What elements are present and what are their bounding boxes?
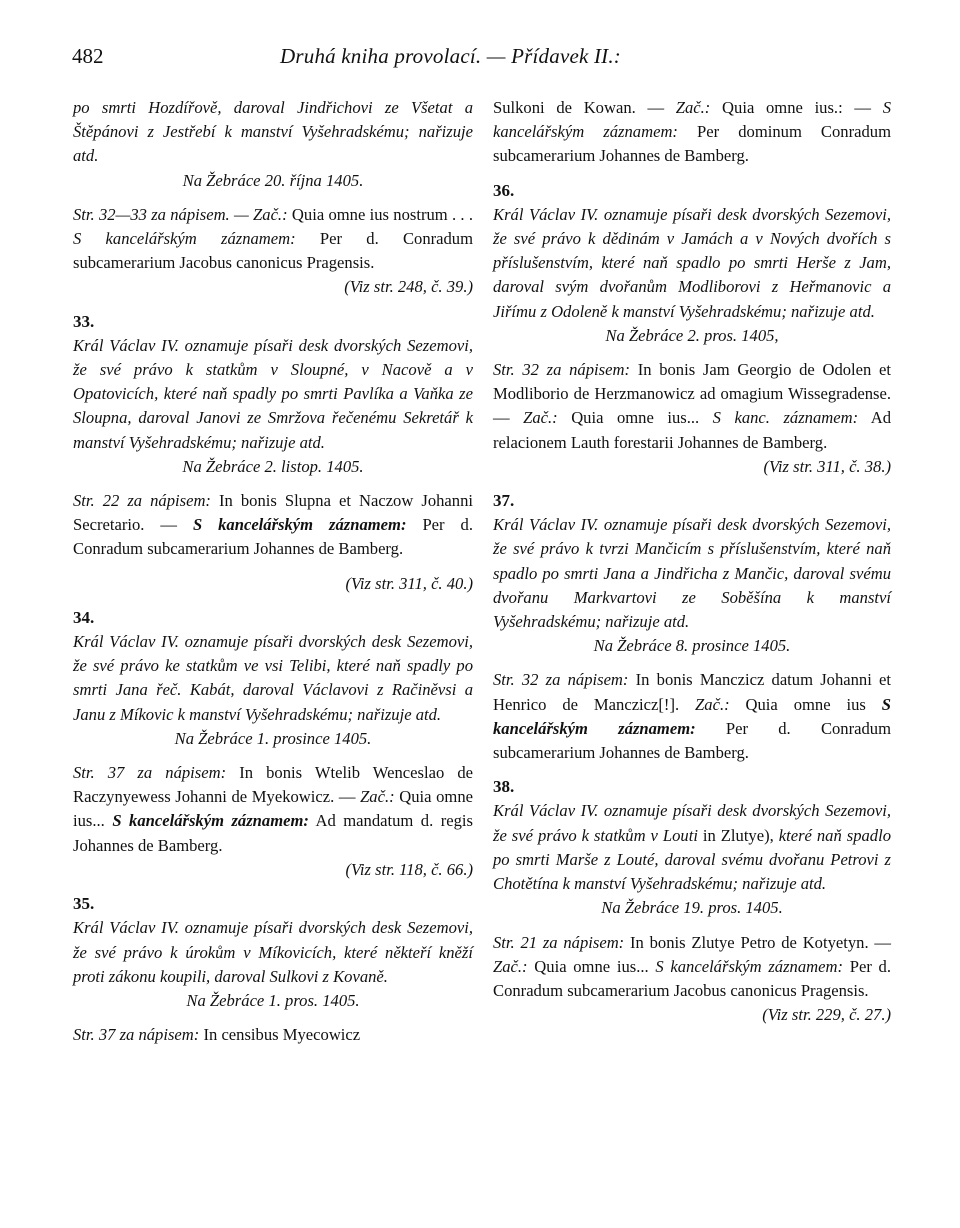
cross-reference: (Viz str. 229, č. 27.) <box>762 1005 891 1025</box>
entry-date: Na Žebráce 20. října 1405. <box>182 170 364 190</box>
entry-source-note <box>73 203 473 276</box>
source-ref: Str. 37 za nápisem: <box>73 1025 200 1045</box>
entry-number: 35. <box>73 894 95 914</box>
source-text: In bonis Manczicz datum Johanni et Henrico de Manczicz[!]. <box>493 670 891 714</box>
entry-source-note <box>73 761 473 858</box>
source-ref: Str. 32 za nápisem: <box>493 360 630 380</box>
entry-number: 36. <box>493 180 515 200</box>
left-column <box>73 96 473 1047</box>
cross-reference: (Viz str. 311, č. 40.) <box>345 573 473 593</box>
incipit-text: Quia omne ius... <box>571 408 700 428</box>
source-ref: Str. 21 za nápisem: <box>493 932 625 952</box>
entry-source-note <box>493 358 891 455</box>
chancery-note-text: Ad relacionem Lauth forestarii Johannes de Bamberg. <box>493 408 891 452</box>
cross-reference: (Viz str. 118, č. 66.) <box>345 859 473 879</box>
cross-reference: (Viz str. 311, č. 38.) <box>763 456 891 476</box>
chancery-note-label: S kanc. záznamem: <box>712 408 859 428</box>
source-text: In bonis Jam Georgio de Odolen et Modliborio de Herzmanowicz ad omagium Wissegradense. — <box>493 360 891 428</box>
source-text: Quia omne ius nostrum . . . <box>291 204 474 224</box>
source-text: In bonis Slupna et Naczow Johanni Secretario. — <box>73 491 473 535</box>
chancery-note-text: Per dominum Conradum subcamerarium Johannes de Bamberg. <box>493 122 891 166</box>
entry-number: 33. <box>73 311 95 331</box>
incipit-label: Zač.: <box>675 98 711 117</box>
entry-number: 37. <box>493 491 515 511</box>
entry-date: Na Žebráce 1. prosince 1405. <box>174 728 372 748</box>
chancery-note-label: S kancelářským záznamem: <box>493 98 891 142</box>
chancery-note-text: Per d. Conradum subcamerarium Johannes de Bamberg. <box>73 515 473 559</box>
right-column <box>493 96 891 1027</box>
entry-source-note <box>493 668 891 765</box>
entry-body: Král Václav IV. oznamuje písaři desk dvorských Sezemovi, že své právo k tvrzi Mančicím s příslušenstvím, které naň spadlo po smrti Jana a Jindřicha z Mančic, daroval svému dvořanu Markvartovi ze Soběšína k manství Vyšehradskému; nařizuje atd. <box>493 515 891 632</box>
incipit-label: Zač.: <box>695 694 730 714</box>
chancery-note-label: S kancelářským záznamem: <box>73 229 296 249</box>
incipit-text: Quia omne ius.: — <box>722 98 871 117</box>
entry-body <box>493 799 891 896</box>
source-text: Sulkoni de Kowan. — <box>493 98 665 117</box>
entry-date: Na Žebráce 19. pros. 1405. <box>601 898 783 918</box>
entry-body: Král Václav IV. oznamuje písaři dvorských desk Sezemovi, že své právo ke statkům ve vsi Telibi, které naň spadly po smrti Jana řeč. Kabát, daroval Václavovi z Račiněvsi a Janu z Míkovic k manství Vyšehradskému; nařizuje atd. <box>73 632 473 724</box>
source-text: In censibus Myecowicz <box>203 1025 361 1045</box>
source-ref: Str. 22 za nápisem: <box>73 491 211 511</box>
entry-date: Na Žebráce 2. listop. 1405. <box>182 456 364 476</box>
entry-source-note <box>73 489 473 562</box>
entry-number: 34. <box>73 607 95 627</box>
entry-body-part: které naň spadlo po smrti Marše z Louté, daroval svému dvořanu Petrovi z Chotětína k manství Vyšehradskému; nařizuje atd. <box>493 825 891 894</box>
entry-body-upright: in Zlutye), <box>702 825 774 845</box>
incipit-label: Zač.: <box>493 956 528 976</box>
entry-source-note <box>493 96 891 169</box>
incipit-label: Zač.: <box>523 408 558 428</box>
chancery-note-label: S kancelářským záznamem: <box>192 515 407 535</box>
entry-body: Král Václav IV. oznamuje písaři desk dvorských Sezemovi, že své právo k statkům v Sloupné, v Nacově a v Opatovicích, které naň spadly po smrti Pavlíka a Vaňka ze Sloupna, daroval Janovi ze Smržova řečenému Sekretář k manství Vyšehradskému; nařizuje atd. <box>73 335 473 452</box>
source-ref: Str. 37 za nápisem: <box>73 763 227 783</box>
chancery-note-text: Per d. Conradum subcamerarium Jacobus canonicus Pragensis. <box>73 229 474 273</box>
entry-source-note <box>73 1023 473 1047</box>
incipit-text: Quia omne ius... <box>534 956 649 976</box>
chancery-note-text: Per d. Conradum subcamerarium Johannes de Bamberg. <box>493 718 891 763</box>
entry-body-part: Král Václav IV. oznamuje písaři desk dvorských Sezemovi, že své právo k statkům v Louti <box>493 801 891 845</box>
entry-number: 38. <box>493 777 515 797</box>
source-text: In bonis Zlutye Petro de Kotyetyn. — <box>630 932 891 952</box>
chancery-note-label: S kancelářským záznamem: <box>655 956 843 976</box>
entry-date: Na Žebráce 1. pros. 1405. <box>186 990 360 1010</box>
incipit-text: Quia omne ius <box>745 694 866 714</box>
entry-date: Na Žebráce 2. pros. 1405, <box>605 325 779 345</box>
source-text: In bonis Wtelib Wenceslao de Raczynyewess Johanni de Myekowicz. — <box>73 763 473 807</box>
entry-date: Na Žebráce 8. prosince 1405. <box>593 636 791 656</box>
source-ref: Str. 32 za nápisem: <box>493 670 629 690</box>
incipit-label: Zač.: <box>360 787 395 807</box>
incipit-text: Quia omne ius... <box>73 787 473 831</box>
entry-body: Král Václav IV. oznamuje písaři desk dvorských Sezemovi, že své právo k dědinám v Jamách a v Nových dvořích s příslušenstvím, které naň spadlo po smrti Herše z Jam, daroval svým dvořanům Modliborovi z Heřmanovic a Jiřímu z Odoleně k manství Vyšehradskému; nařizuje atd. <box>493 204 891 321</box>
chancery-note-label: S kancelářským záznamem: <box>493 694 891 738</box>
cross-reference: (Viz str. 248, č. 39.) <box>344 277 473 297</box>
chancery-note-text: Ad mandatum d. regis Johannes de Bamberg. <box>73 811 473 855</box>
entry-continuation-text: po smrti Hozdířově, daroval Jindřichovi ze Všetat a Štěpánovi z Jestřebí k manství Vyšehradskému; nařizuje atd. <box>73 98 473 166</box>
source-ref: Str. 32—33 za nápisem. — Zač.: <box>73 204 288 224</box>
entry-source-note <box>493 931 891 1004</box>
page-number: 482 <box>72 44 104 68</box>
chancery-note-text: Per d. Conradum subcamerarium Jacobus canonicus Pragensis. <box>493 956 891 1000</box>
chancery-note-label: S kancelářským záznamem: <box>112 811 309 831</box>
running-head: Druhá kniha provolací. — Přídavek II.: <box>280 44 621 68</box>
entry-body: Král Václav IV. oznamuje písaři dvorských desk Sezemovi, že své právo k úrokům v Míkovicích, které někteří kněží proti zákonu koupili, daroval Sulkovi z Kovaně. <box>73 918 473 986</box>
